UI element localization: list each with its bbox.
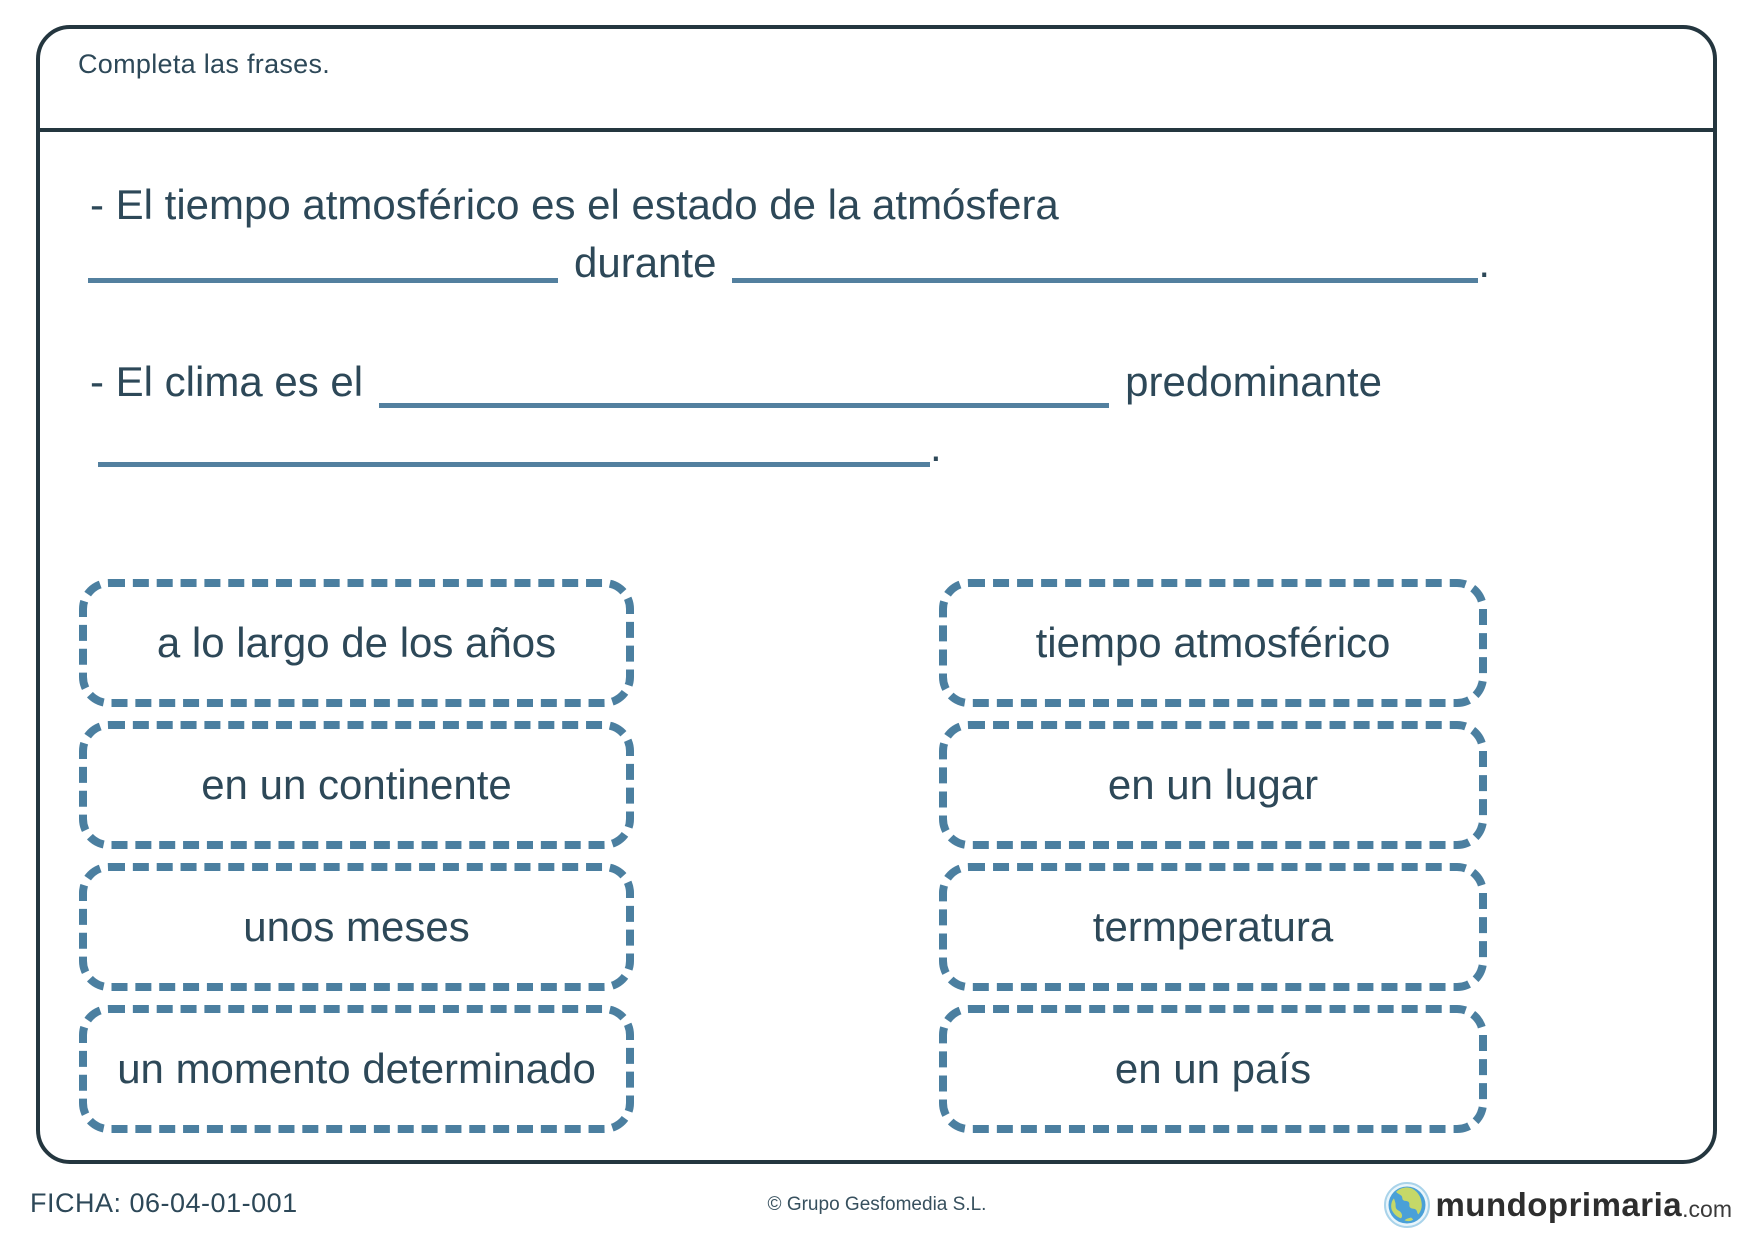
sentence-1-text: - El tiempo atmosférico es el estado de la atmósfera bbox=[90, 181, 1059, 228]
sentence-1-line-2 bbox=[88, 237, 1490, 289]
sentence-2-period: . bbox=[930, 423, 942, 470]
option-label: en un continente bbox=[201, 761, 512, 808]
sentence-2-start: - El clima es el bbox=[90, 358, 364, 405]
option-label: termperatura bbox=[1092, 903, 1334, 950]
brand-tld: .com bbox=[1682, 1195, 1732, 1222]
option-box[interactable] bbox=[79, 579, 634, 707]
answer-blank-4[interactable] bbox=[98, 454, 930, 467]
option-label: unos meses bbox=[243, 903, 470, 950]
sentence-1-line-1 bbox=[90, 179, 1059, 231]
option-box[interactable] bbox=[939, 1005, 1487, 1133]
sentence-2-after-blank: predominante bbox=[1125, 358, 1382, 405]
options-column-right bbox=[939, 579, 1487, 1147]
option-label: tiempo atmosférico bbox=[1035, 619, 1391, 666]
answer-blank-2[interactable] bbox=[732, 270, 1478, 283]
option-box[interactable] bbox=[939, 579, 1487, 707]
globe-icon bbox=[1384, 1182, 1430, 1228]
brand-name: mundoprimaria bbox=[1435, 1186, 1683, 1223]
worksheet-frame bbox=[36, 25, 1717, 1164]
option-box[interactable] bbox=[79, 721, 634, 849]
instruction-title: Completa las frases. bbox=[78, 49, 331, 79]
option-box[interactable] bbox=[939, 863, 1487, 991]
sentence-2-line-2 bbox=[98, 421, 942, 473]
sentence-2-line-1 bbox=[90, 356, 1382, 408]
option-label: en un país bbox=[1114, 1045, 1312, 1092]
option-label: un momento determinado bbox=[117, 1045, 596, 1092]
option-label: en un lugar bbox=[1107, 761, 1319, 808]
answer-blank-1[interactable] bbox=[88, 270, 558, 283]
options-column-left bbox=[79, 579, 634, 1147]
copyright-text: © Grupo Gesfomedia S.L. bbox=[767, 1194, 987, 1215]
brand-logo bbox=[1384, 1182, 1732, 1228]
ficha-code: FICHA: 06-04-01-001 bbox=[30, 1188, 298, 1218]
sentence-1-connector: durante bbox=[574, 239, 717, 286]
sentence-1-period: . bbox=[1478, 239, 1490, 286]
answer-blank-3[interactable] bbox=[379, 395, 1109, 408]
worksheet-header bbox=[40, 29, 1713, 132]
option-label: a lo largo de los años bbox=[156, 619, 557, 666]
option-box[interactable] bbox=[939, 721, 1487, 849]
option-box[interactable] bbox=[79, 1005, 634, 1133]
option-box[interactable] bbox=[79, 863, 634, 991]
